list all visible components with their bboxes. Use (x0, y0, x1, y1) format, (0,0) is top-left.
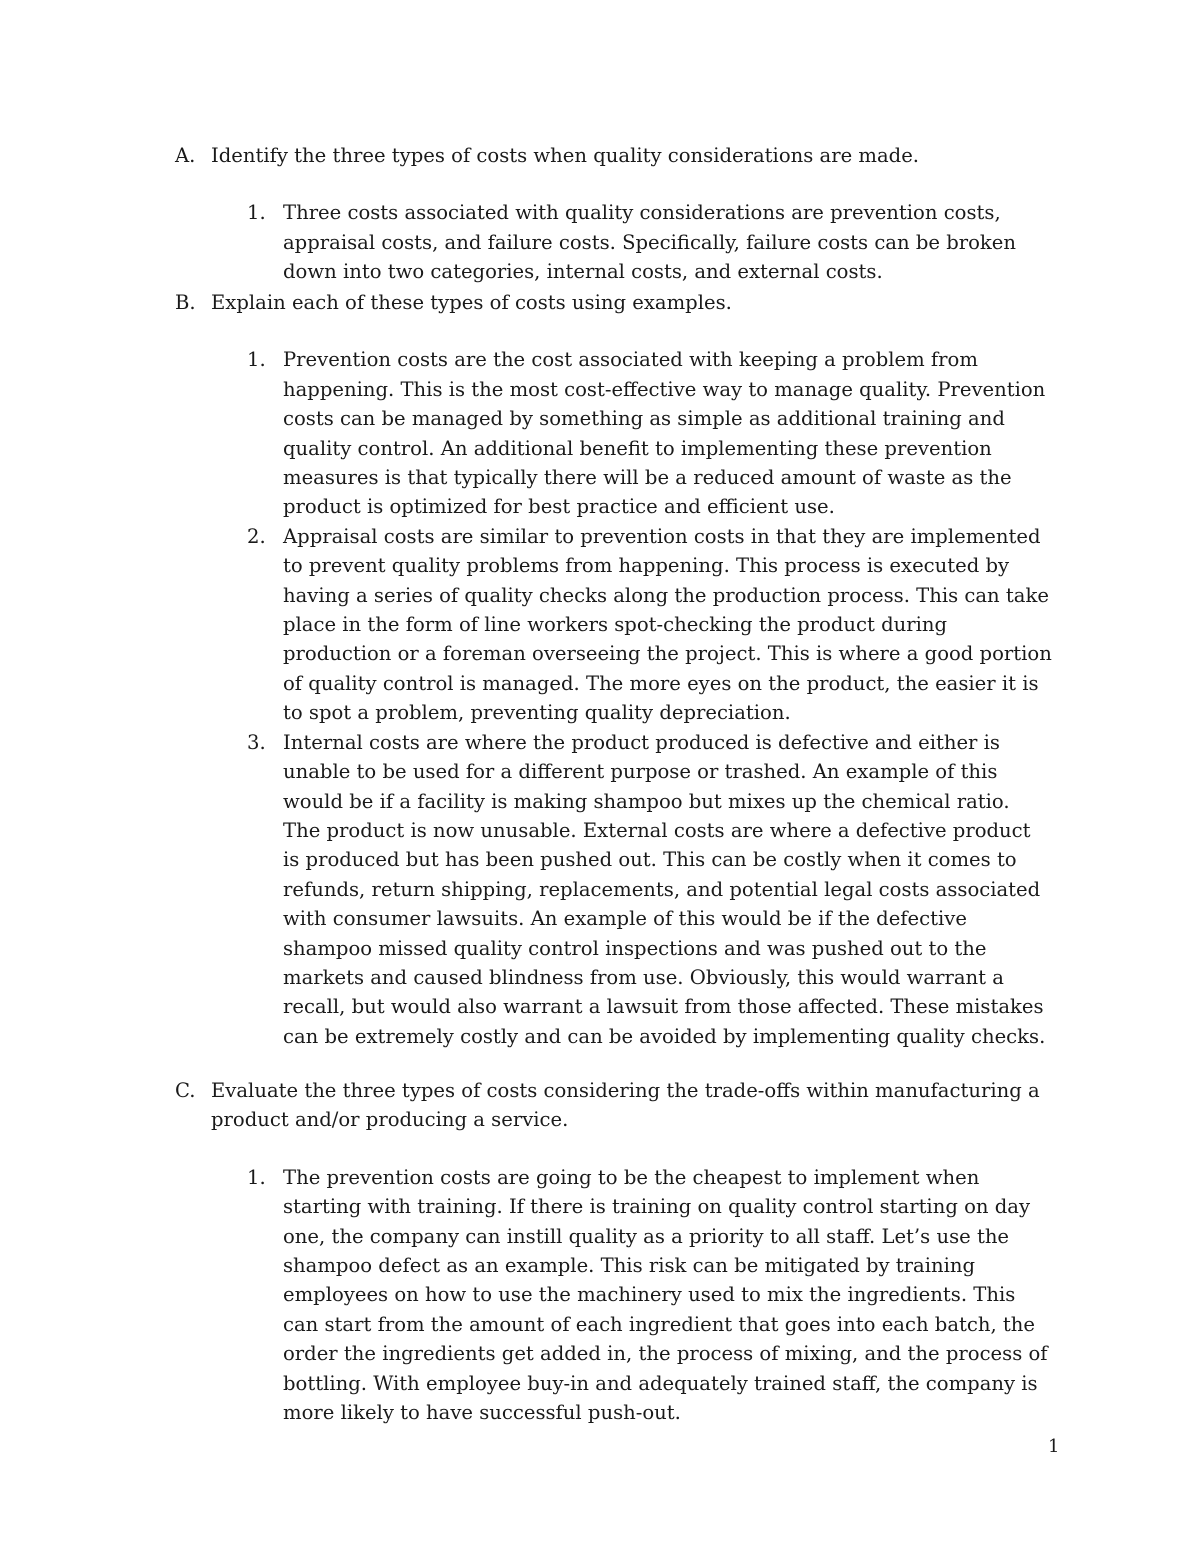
section-c (175, 1076, 1075, 1427)
list-item-text: Internal costs are where the product produced is defective and either is unable to be used for a different purpose or trashed. An example of this would be if a facility is making shampoo but mixes up the chemical ratio. The product is now unusable. External costs are where a defective product is produced but has been pushed out. This can be costly when it comes to refunds, return shipping, replacements, and potential legal costs associated with consumer lawsuits. An example of this would be if the defective shampoo missed quality control inspections and was pushed out to the markets and caused blindness from use. Obviously, this would warrant a recall, but would also warrant a lawsuit from those affected. These mistakes can be extremely costly and can be avoided by implementing quality checks. (283, 730, 1046, 1048)
list-item (247, 522, 1053, 728)
list-item-number: 1. (247, 1165, 266, 1189)
section-b (175, 288, 1075, 1051)
section-b-letter: B. (175, 291, 196, 314)
list-item-text: Prevention costs are the cost associated with keeping a problem from happening. This is the most cost-effective way to manage quality. Prevention costs can be managed by something as simple as additional training and quality control. An additional benefit to implementing these prevention measures is that typically there will be a reduced amount of waste as the product is optimized for best practice and efficient use. (283, 348, 1046, 519)
list-item (247, 345, 1053, 521)
section-c-heading (175, 1076, 1075, 1135)
list-item-number: 3. (247, 730, 266, 754)
section-a-heading-text: Identify the three types of costs when quality considerations are made. (211, 144, 920, 167)
section-c-letter: C. (175, 1079, 196, 1102)
list-item-text: The prevention costs are going to be the cheapest to implement when starting with training. If there is training on quality control starting on day one, the company can instill quality as a priority to all staff. Let’s use the shampoo defect as an example. This risk can be mitigated by training employees on how to use the machinery used to mix the ingredients. This can start from the amount of each ingredient that goes into each batch, the order the ingredients get added in, the process of mixing, and the process of bottling. With employee buy-in and adequately trained staff, the company is more likely to have successful push-out. (283, 1165, 1048, 1425)
section-c-list (247, 1163, 1053, 1428)
list-item-number: 1. (247, 201, 266, 225)
section-a-list (247, 198, 1053, 286)
page-number: 1 (1048, 1436, 1060, 1457)
list-item (247, 728, 1053, 1051)
section-a-heading (175, 141, 1075, 170)
list-item-number: 2. (247, 524, 266, 548)
list-item (247, 198, 1053, 286)
section-a-letter: A. (175, 144, 196, 167)
section-c-heading-text: Evaluate the three types of costs considering the trade-offs within manufacturing a product and/or producing a service. (211, 1079, 1040, 1132)
section-b-heading-text: Explain each of these types of costs using examples. (211, 291, 732, 314)
list-item-number: 1. (247, 348, 266, 372)
section-a (175, 141, 1075, 287)
list-item-text: Appraisal costs are similar to prevention costs in that they are implemented to prevent quality problems from happening. This process is executed by having a series of quality checks along the production process. This can take place in the form of line workers spot-checking the product during production or a foreman overseeing the project. This is where a good portion of quality control is managed. The more eyes on the product, the easier it is to spot a problem, preventing quality depreciation. (283, 524, 1052, 725)
list-item-text: Three costs associated with quality considerations are prevention costs, appraisal costs, and failure costs. Specifically, failure costs can be broken down into two categories, internal costs, and external costs. (283, 201, 1016, 284)
section-b-heading (175, 288, 1075, 317)
list-item (247, 1163, 1053, 1428)
section-b-list (247, 345, 1053, 1051)
